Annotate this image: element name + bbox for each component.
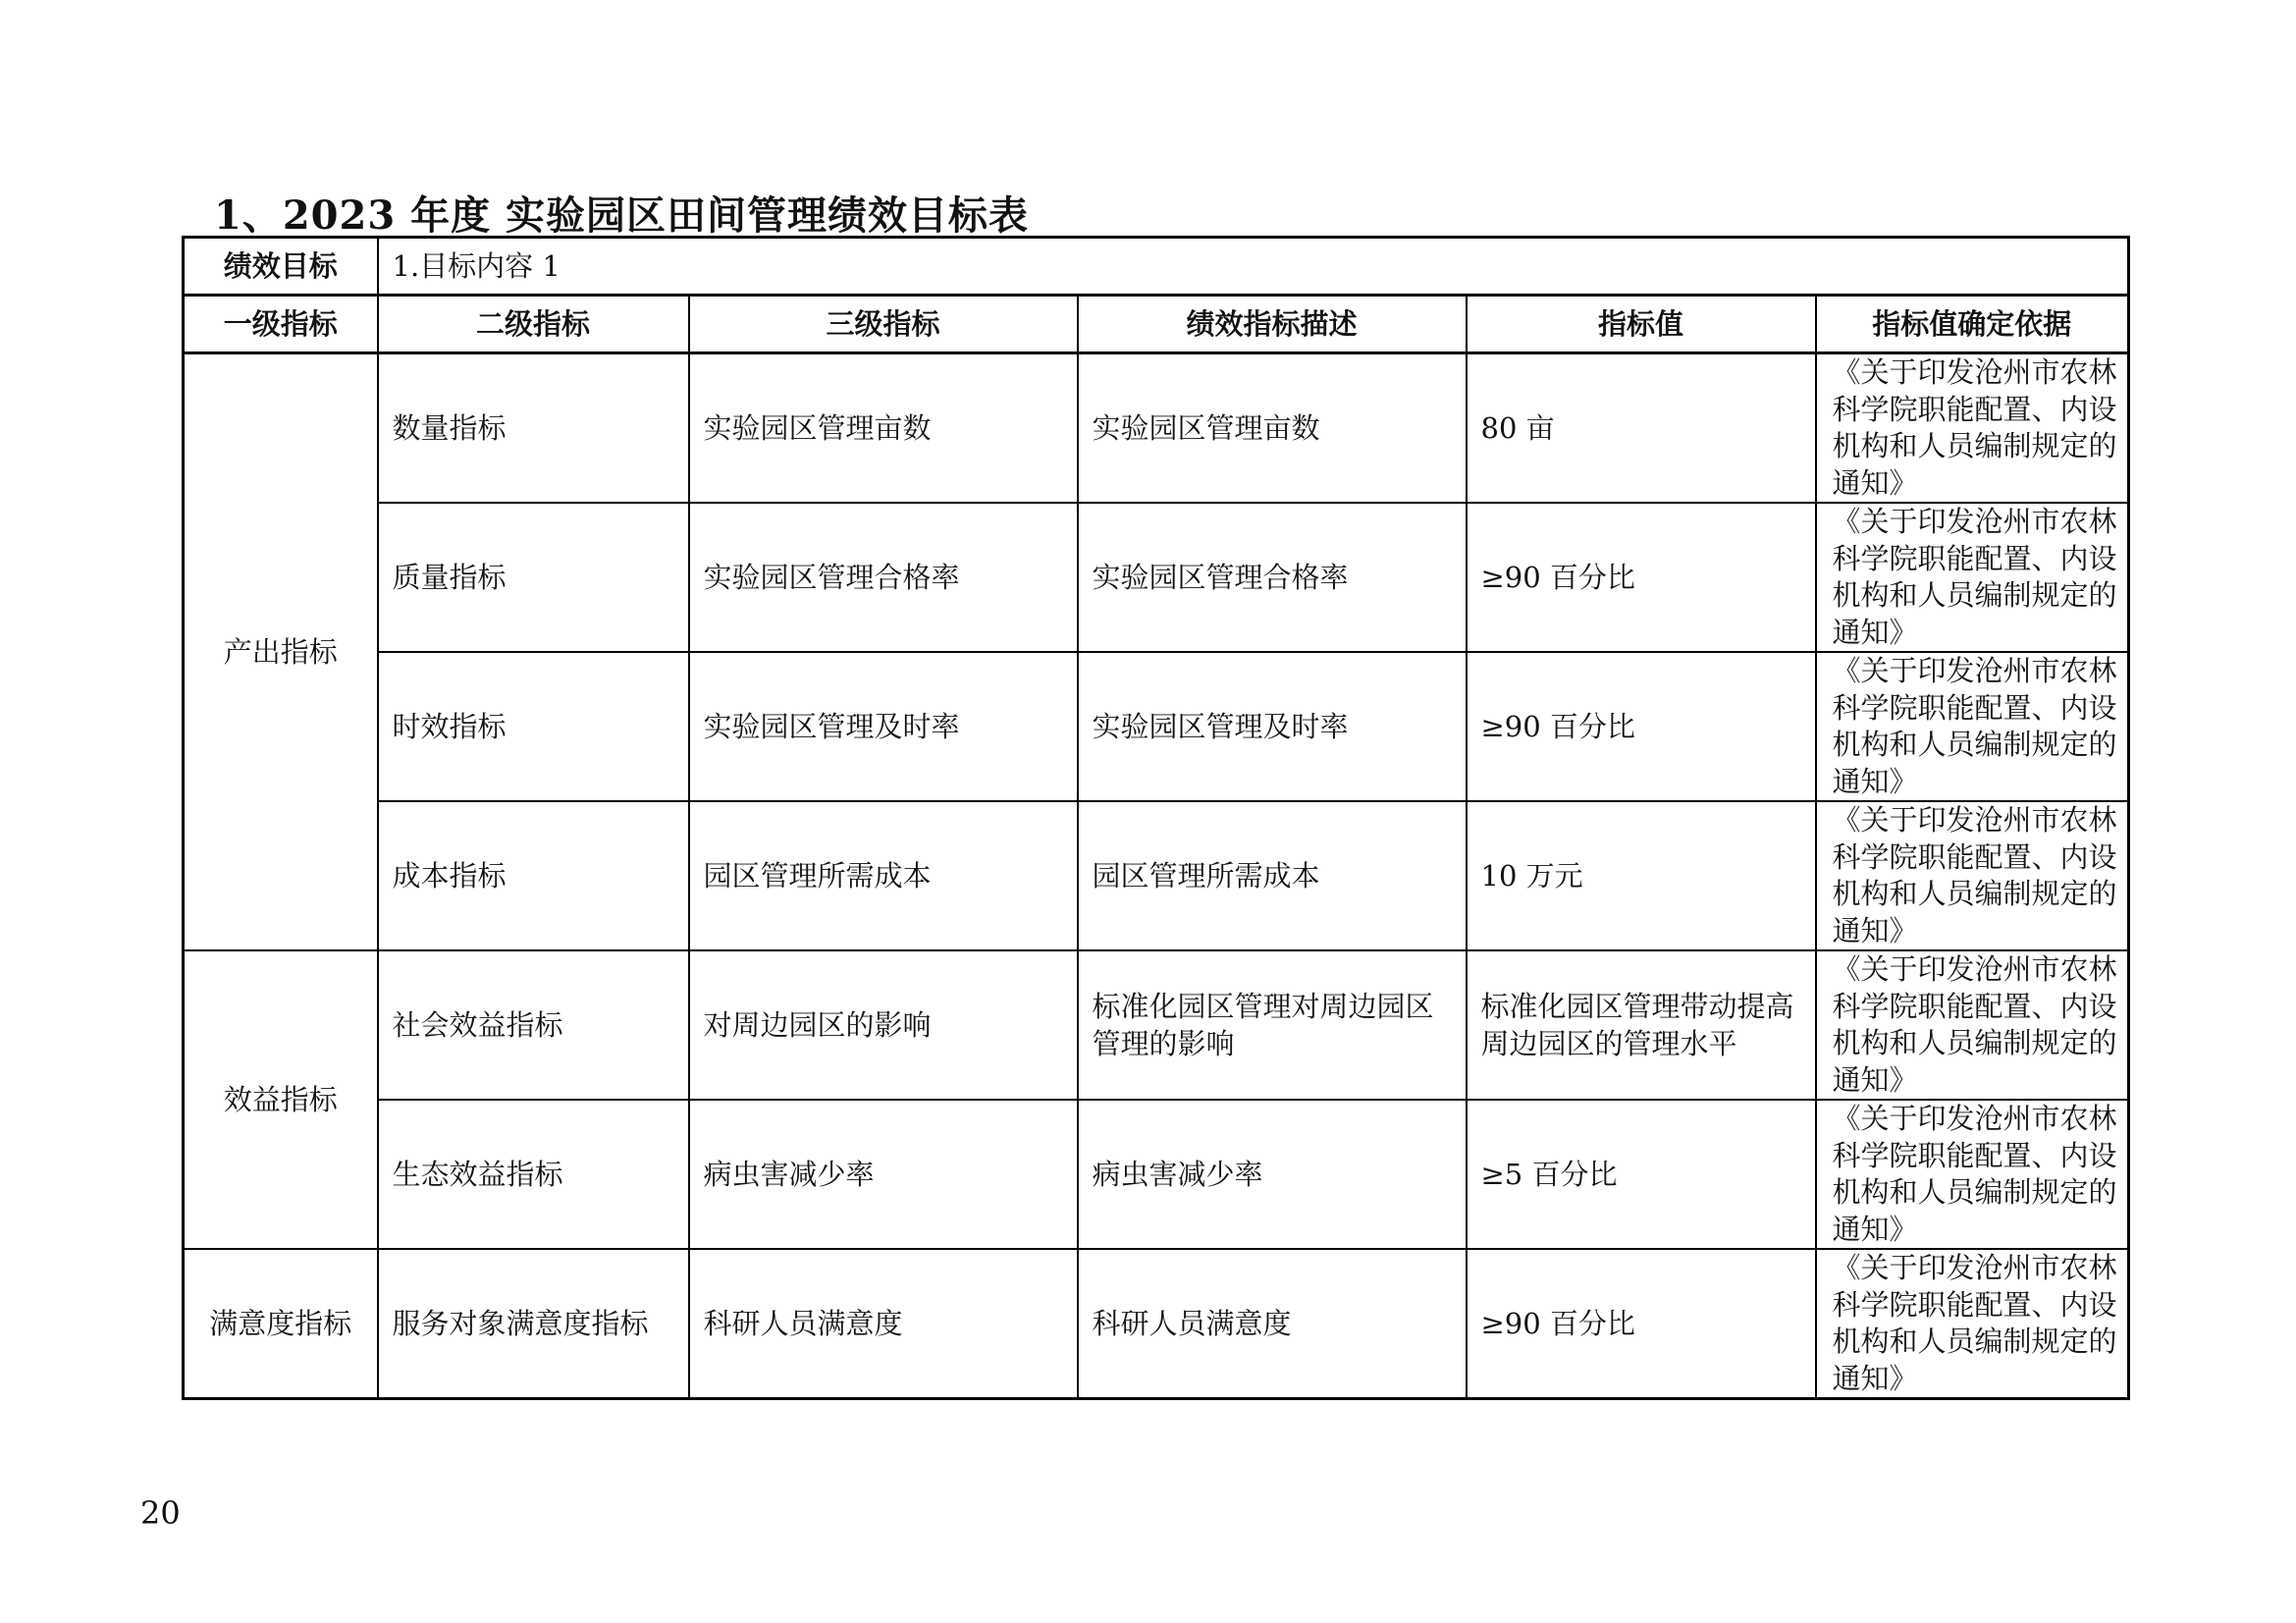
- level3-cell: 对周边园区的影响: [689, 950, 1078, 1100]
- value-cell: ≥90 百分比: [1467, 503, 1816, 652]
- basis-cell: 《关于印发沧州市农林科学院职能配置、内设机构和人员编制规定的通知》: [1816, 1100, 2129, 1249]
- description-cell: 实验园区管理合格率: [1078, 503, 1467, 652]
- performance-goal-table: [182, 236, 2130, 1400]
- table-row: [184, 950, 2129, 1100]
- header-row: [184, 296, 2129, 353]
- level1-cell-output: 产出指标: [184, 353, 378, 951]
- value-cell: ≥90 百分比: [1467, 652, 1816, 801]
- page-title: 1、2023 年度 实验园区田间管理绩效目标表: [214, 192, 1030, 239]
- page-number: 20: [140, 1494, 181, 1532]
- basis-cell: 《关于印发沧州市农林科学院职能配置、内设机构和人员编制规定的通知》: [1816, 950, 2129, 1100]
- level2-cell: 时效指标: [378, 652, 689, 801]
- header-description: 绩效指标描述: [1078, 296, 1467, 353]
- level3-cell: 病虫害减少率: [689, 1100, 1078, 1249]
- level2-cell: 数量指标: [378, 353, 689, 504]
- level1-cell-satisfaction: 满意度指标: [184, 1249, 378, 1399]
- description-cell: 园区管理所需成本: [1078, 801, 1467, 950]
- description-cell: 实验园区管理及时率: [1078, 652, 1467, 801]
- basis-cell: 《关于印发沧州市农林科学院职能配置、内设机构和人员编制规定的通知》: [1816, 801, 2129, 950]
- goal-label: 绩效目标: [184, 238, 378, 296]
- level3-cell: 实验园区管理亩数: [689, 353, 1078, 504]
- goal-row: [184, 238, 2129, 296]
- value-cell: 80 亩: [1467, 353, 1816, 504]
- level2-cell: 服务对象满意度指标: [378, 1249, 689, 1399]
- table-row: [184, 503, 2129, 652]
- table-row: [184, 1100, 2129, 1249]
- description-cell: 实验园区管理亩数: [1078, 353, 1467, 504]
- level3-cell: 实验园区管理及时率: [689, 652, 1078, 801]
- level3-cell: 园区管理所需成本: [689, 801, 1078, 950]
- basis-cell: 《关于印发沧州市农林科学院职能配置、内设机构和人员编制规定的通知》: [1816, 353, 2129, 504]
- table-row: [184, 801, 2129, 950]
- value-cell: 标准化园区管理带动提高周边园区的管理水平: [1467, 950, 1816, 1100]
- basis-cell: 《关于印发沧州市农林科学院职能配置、内设机构和人员编制规定的通知》: [1816, 652, 2129, 801]
- table-row: [184, 353, 2129, 504]
- basis-cell: 《关于印发沧州市农林科学院职能配置、内设机构和人员编制规定的通知》: [1816, 503, 2129, 652]
- header-level2: 二级指标: [378, 296, 689, 353]
- header-level1: 一级指标: [184, 296, 378, 353]
- value-cell: 10 万元: [1467, 801, 1816, 950]
- description-cell: 科研人员满意度: [1078, 1249, 1467, 1399]
- basis-cell: 《关于印发沧州市农林科学院职能配置、内设机构和人员编制规定的通知》: [1816, 1249, 2129, 1399]
- level2-cell: 质量指标: [378, 503, 689, 652]
- value-cell: ≥90 百分比: [1467, 1249, 1816, 1399]
- header-basis: 指标值确定依据: [1816, 296, 2129, 353]
- table-row: [184, 652, 2129, 801]
- description-cell: 病虫害减少率: [1078, 1100, 1467, 1249]
- header-value: 指标值: [1467, 296, 1816, 353]
- level3-cell: 科研人员满意度: [689, 1249, 1078, 1399]
- goal-content: 1.目标内容 1: [378, 238, 2129, 296]
- header-level3: 三级指标: [689, 296, 1078, 353]
- value-cell: ≥5 百分比: [1467, 1100, 1816, 1249]
- level2-cell: 成本指标: [378, 801, 689, 950]
- description-cell: 标准化园区管理对周边园区管理的影响: [1078, 950, 1467, 1100]
- level3-cell: 实验园区管理合格率: [689, 503, 1078, 652]
- table-row: [184, 1249, 2129, 1399]
- level2-cell: 生态效益指标: [378, 1100, 689, 1249]
- level2-cell: 社会效益指标: [378, 950, 689, 1100]
- level1-cell-benefit: 效益指标: [184, 950, 378, 1249]
